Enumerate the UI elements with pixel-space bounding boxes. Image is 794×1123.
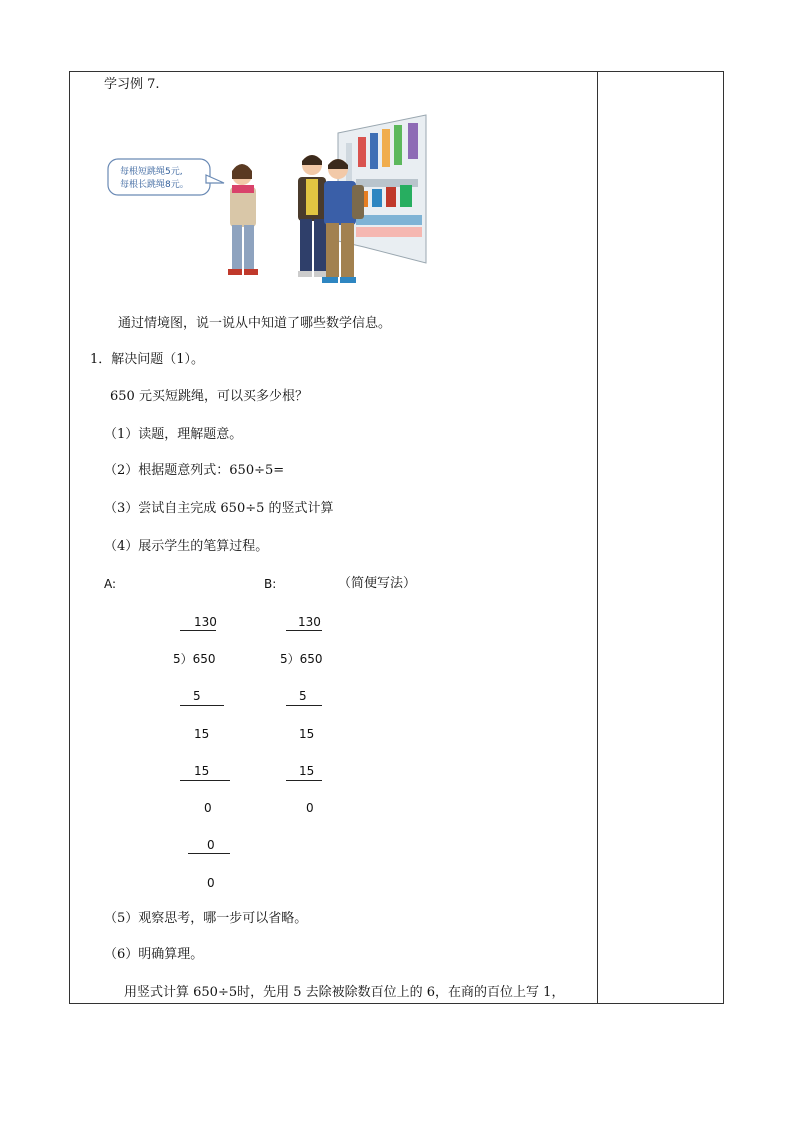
- calc-a-sub1-line: [180, 705, 224, 706]
- step-6: （6）明确算理。: [104, 947, 204, 962]
- calc-b-sub1-line: [286, 705, 322, 706]
- calc-a-rem1: 15: [194, 727, 210, 741]
- calc-b-division: 5）650: [280, 652, 323, 666]
- step-5: （5）观察思考，哪一步可以省略。: [104, 911, 308, 926]
- calc-b-sub2-line: [286, 780, 322, 781]
- calc-a-quotient-line: [180, 630, 216, 631]
- calc-a-sub1: 5: [193, 689, 201, 703]
- calc-b-quotient: 130: [298, 615, 321, 629]
- calc-a-rem2: 0: [204, 801, 212, 815]
- method-b-label: B:: [264, 577, 277, 591]
- calc-b-quotient-line: [286, 630, 322, 631]
- calc-b-sub2: 15: [299, 764, 315, 778]
- method-b-note: （简便写法）: [338, 576, 417, 591]
- bubble-line-2: 每根长跳绳8元。: [120, 180, 189, 190]
- problem-text: 650 元买短跳绳，可以买多少根？: [110, 389, 308, 404]
- method-a-label: A:: [104, 577, 117, 591]
- column-divider: [597, 72, 598, 1003]
- intro-text: 通过情境图，说一说从中知道了哪些数学信息。: [118, 316, 392, 331]
- boy-figure-1: [298, 155, 328, 277]
- shop-scene-illustration: [106, 113, 428, 291]
- explanation-text: 用竖式计算 650÷5时，先用 5 去除被除数百位上的 6，在商的百位上写 1，: [124, 985, 565, 1000]
- calc-b-rem1: 15: [299, 727, 315, 741]
- section-1-title: 1．解决问题（1）。: [90, 352, 205, 367]
- calc-b-rem2: 0: [306, 801, 314, 815]
- lesson-heading: 学习例 7.: [104, 77, 160, 92]
- step-1: （1）读题，理解题意。: [104, 427, 243, 442]
- calc-b-sub1: 5: [299, 689, 307, 703]
- girl-figure: [228, 164, 258, 275]
- step-2: （2）根据题意列式：650÷5=: [104, 463, 285, 478]
- calc-a-rem3: 0: [207, 876, 215, 890]
- bubble-line-1: 每根短跳绳5元,: [120, 167, 183, 177]
- calc-a-sub2-line: [180, 780, 230, 781]
- speech-bubble: [108, 159, 224, 195]
- calc-a-sub2: 15: [194, 764, 210, 778]
- step-4: （4）展示学生的笔算过程。: [104, 539, 269, 554]
- calc-a-quotient: 130: [194, 615, 217, 629]
- step-3: （3）尝试自主完成 650÷5 的竖式计算: [104, 501, 334, 516]
- calc-a-division: 5）650: [173, 652, 216, 666]
- calc-a-sub3-line: [188, 853, 230, 854]
- calc-a-sub3: 0: [207, 838, 215, 852]
